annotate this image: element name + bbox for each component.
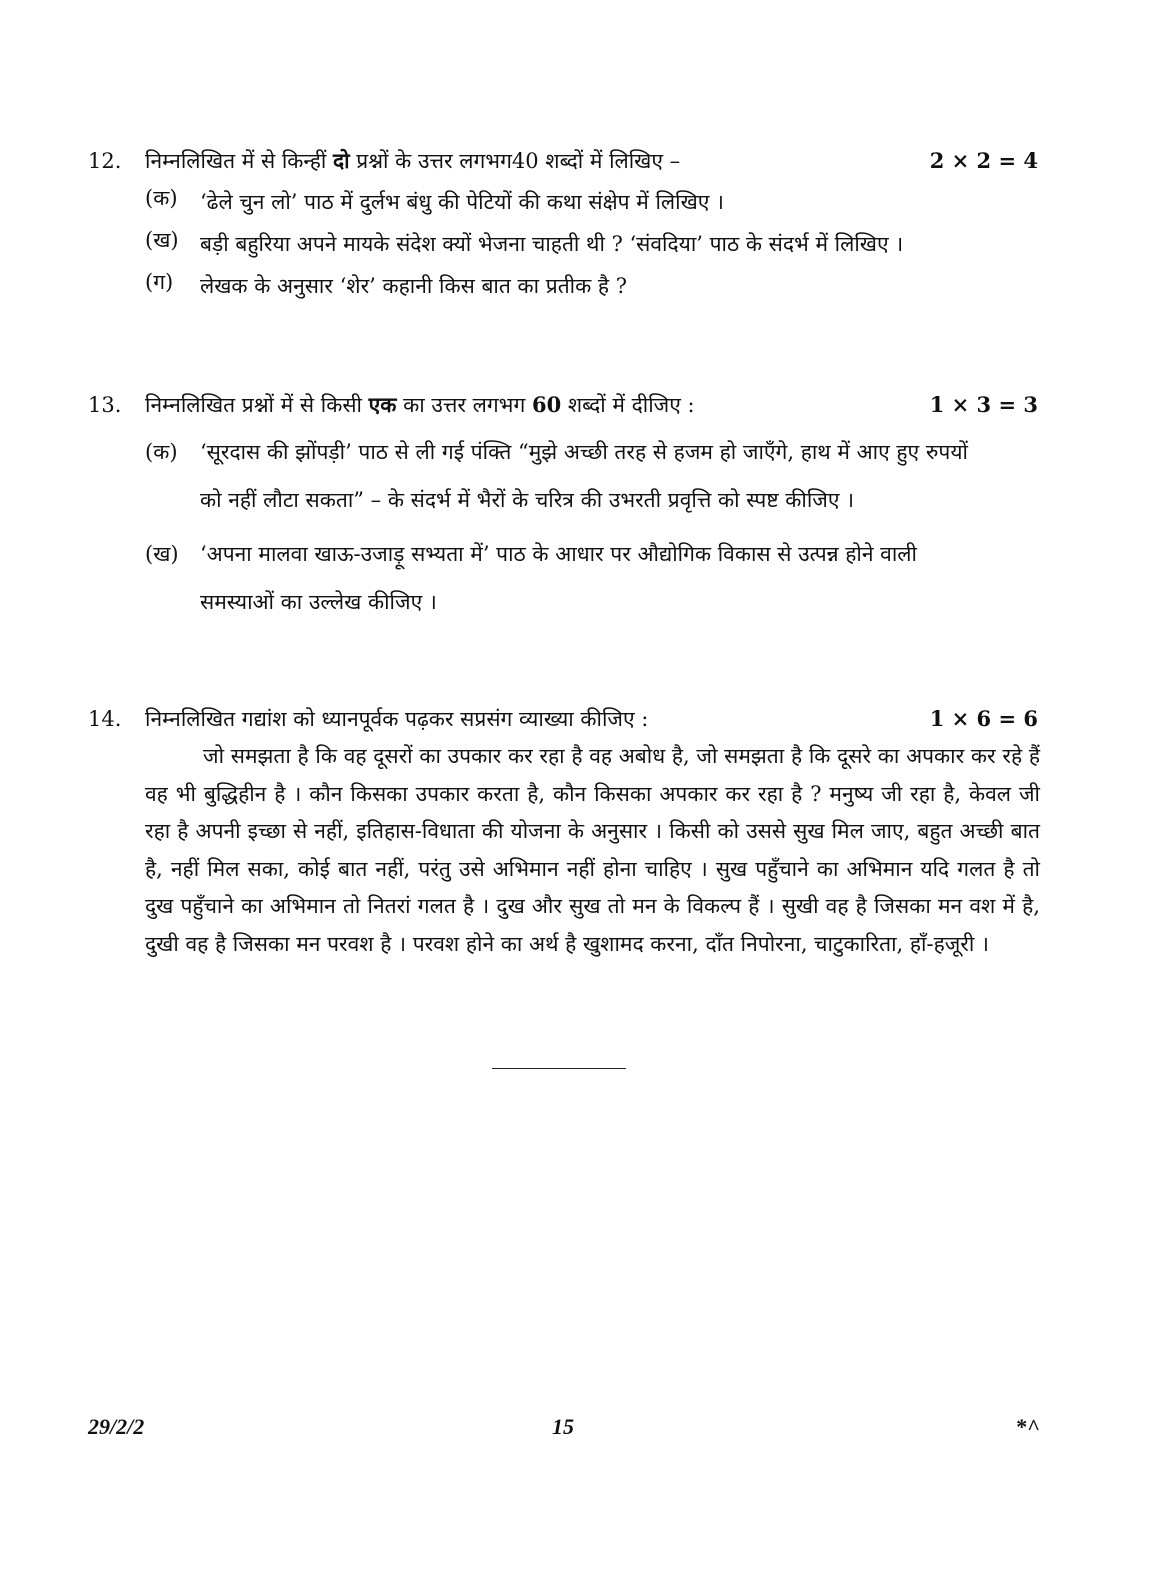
question-number: 12. (88, 149, 122, 173)
question-number: 13. (88, 393, 122, 417)
question-marks: 1 × 3 = 3 (929, 392, 1038, 417)
page-number: 15 (552, 1414, 574, 1439)
sub-question: (ख) ‘अपना मालवा खाऊ-उजाड़ू सभ्यता में’ पाठ के आधार पर औद्योगिक विकास से उत्पन्न होने वाली समस्याओं का उल्लेख कीजिए । (145, 542, 917, 614)
question-14 (88, 702, 1038, 963)
question-number: 14. (88, 707, 122, 731)
sub-question: (क) ‘सूरदास की झोंपड़ी’ पाठ से ली गई पंक्ति “मुझे अच्छी तरह से हजम हो जाएँगे, हाथ में आए हुए रुपयों को नहीं लौटा सकता” – के संदर्भ में भैरों के चरित्र की उभरती प्रवृत्ति को स्पष्ट कीजिए । (145, 440, 968, 512)
sub-question: (ग) लेखक के अनुसार ‘शेर’ कहानी किस बात का प्रतीक है ? (145, 270, 628, 298)
footer-mark: *^ (1016, 1414, 1040, 1439)
question-intro: निम्नलिखित प्रश्नों में से किसी एक का उत्तर लगभग 60 शब्दों में दीजिए : (145, 392, 695, 417)
question-intro: निम्नलिखित में से किन्हीं दो प्रश्नों के उत्तर लगभग40 शब्दों में लिखिए – (145, 148, 681, 173)
question-marks: 2 × 2 = 4 (929, 148, 1038, 173)
question-intro: निम्नलिखित गद्यांश को ध्यानपूर्वक पढ़कर सप्रसंग व्याख्या कीजिए : (145, 707, 649, 731)
sub-question: (क) ‘ढेले चुन लो’ पाठ में दुर्लभ बंधु की पेटियों की कथा संक्षेप में लिखिए । (145, 186, 725, 214)
end-divider (492, 1068, 626, 1069)
question-marks: 1 × 6 = 6 (929, 706, 1038, 731)
sub-question: (ख) बड़ी बहुरिया अपने मायके संदेश क्यों भेजना चाहती थी ? ‘संवदिया’ पाठ के संदर्भ में लिखिए । (145, 228, 904, 256)
paper-code: 29/2/2 (88, 1414, 145, 1439)
question-12 (88, 144, 1038, 304)
passage: जो समझता है कि वह दूसरों का उपकार कर रहा है वह अबोध है, जो समझता है कि दूसरे का अपकार कर रहे हैं वह भी बुद्धिहीन है । कौन किसका उपकार करता है, कौन किसका अपकार कर रहा है ? मनुष्य जी रहा है, केवल जी रहा है अपनी इच्छा से नहीं, इतिहास-विधाता की योजना के अनुसार । किसी को उससे सुख मिल जाए, बहुत अच्छी बात है, नहीं मिल सका, कोई बात नहीं, परंतु उसे अभिमान नहीं होना चाहिए । सुख पहुँचाने का अभिमान यदि गलत है तो दुख पहुँचाने का अभिमान तो नितरां गलत है । दुख और सुख तो मन के विकल्प हैं । सुखी वह है जिसका मन वश में है, दुखी वह है जिसका मन परवश है । परवश होने का अर्थ है खुशामद करना, दाँत निपोरना, चाटुकारिता, हाँ-हजूरी । (145, 744, 1040, 956)
question-13 (88, 388, 1038, 626)
